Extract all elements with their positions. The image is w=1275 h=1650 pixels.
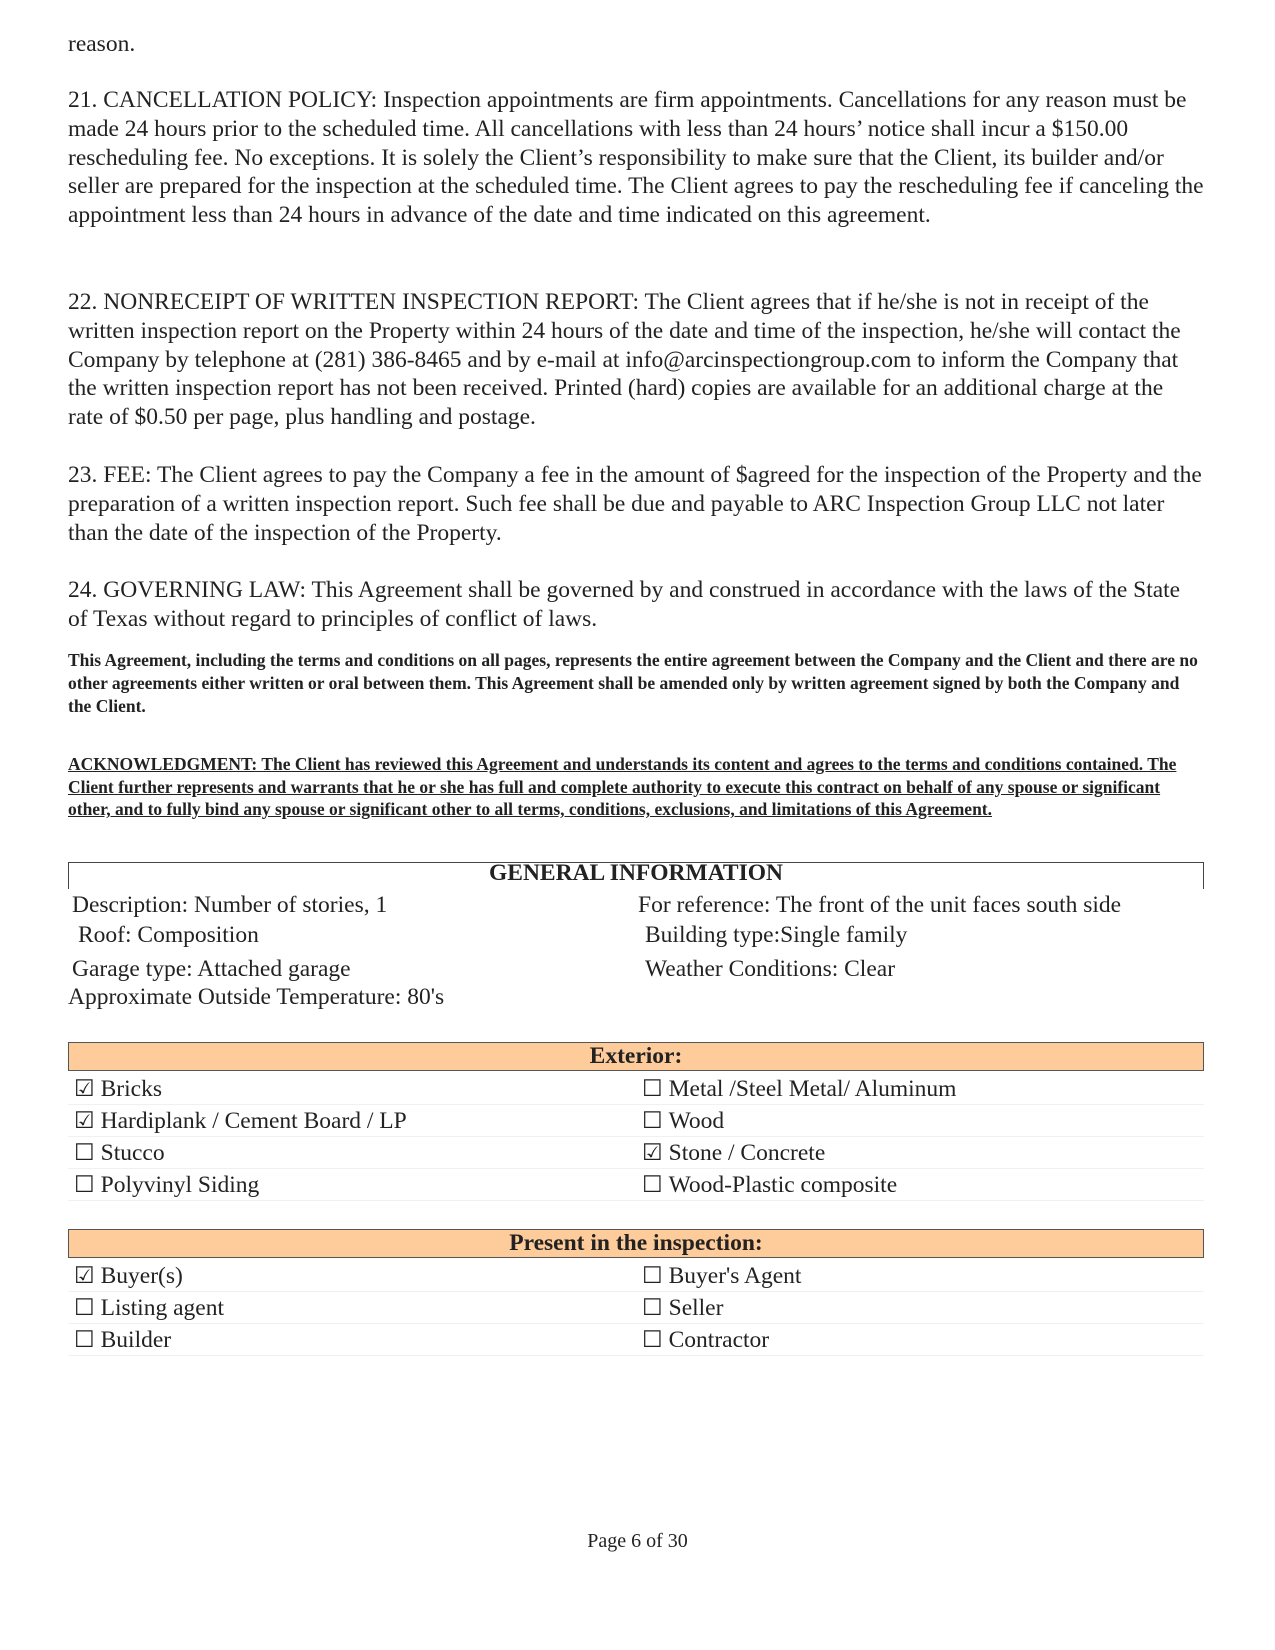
gi-description: Description: Number of stories, 1: [72, 892, 388, 918]
checklist-row: [68, 1260, 1204, 1292]
checklist-item[interactable]: [68, 1169, 636, 1200]
checklist-label: Hardiplank / Cement Board / LP: [100, 1108, 407, 1134]
exterior-header: Exterior:: [68, 1042, 1204, 1071]
checklist-label: Bricks: [100, 1076, 162, 1102]
checkbox-unchecked-icon[interactable]: ☐: [74, 1140, 95, 1165]
continuation-text: reason.: [68, 31, 136, 57]
checkbox-unchecked-icon[interactable]: ☐: [74, 1172, 95, 1197]
checklist-item[interactable]: [636, 1073, 1204, 1104]
checklist-label: Polyvinyl Siding: [100, 1172, 260, 1198]
general-info-title: GENERAL INFORMATION: [489, 860, 783, 886]
present-checklist: [68, 1260, 1204, 1356]
checkbox-unchecked-icon[interactable]: ☐: [642, 1327, 663, 1352]
checkbox-unchecked-icon[interactable]: ☐: [74, 1295, 95, 1320]
checklist-row: [68, 1137, 1204, 1169]
section-24-governing-law: 24. GOVERNING LAW: This Agreement shall be governed by and construed in accordance with the laws of the State of Texas without regard to principles of conflict of laws.: [68, 577, 1181, 632]
section-23-fee: 23. FEE: The Client agrees to pay the Company a fee in the amount of $agreed for the inspection of the Property and the preparation of a written inspection report. Such fee shall be due and payable to ARC Inspection Group LLC not later than the date of the inspection of the Property.: [68, 462, 1202, 546]
gi-reference: For reference: The front of the unit faces south side: [638, 892, 1122, 918]
entire-agreement-text: This Agreement, including the terms and conditions on all pages, represents the entire agreement between the Company and the Client and there are no other agreements either written or oral between them. This Agreement shall be amended only by written agreement signed by both the Company and the Client.: [68, 650, 1198, 716]
checkbox-unchecked-icon[interactable]: ☐: [642, 1076, 663, 1101]
checklist-item[interactable]: [68, 1073, 636, 1104]
checklist-item[interactable]: [636, 1105, 1204, 1136]
checkbox-unchecked-icon[interactable]: ☐: [642, 1295, 663, 1320]
checkbox-checked-icon[interactable]: ☑: [74, 1108, 95, 1133]
gi-building-type: Building type:Single family: [645, 922, 908, 948]
checklist-label: Builder: [100, 1327, 172, 1353]
checkbox-unchecked-icon[interactable]: ☐: [74, 1327, 95, 1352]
checklist-label: Stucco: [100, 1140, 165, 1166]
gi-roof: Roof: Composition: [78, 922, 259, 948]
checklist-label: Listing agent: [100, 1295, 224, 1321]
acknowledgment-text: ACKNOWLEDGMENT: The Client has reviewed this Agreement and understands its content and agrees to the terms and conditions contained. The Client further represents and warrants that he or she has full and complete authority to execute this contract on behalf of any spouse or significant other, and to fully bind any spouse or significant other to all terms, conditions, exclusions, and limitations of this Agreement.: [68, 754, 1177, 819]
checklist-item[interactable]: [636, 1324, 1204, 1355]
checklist-label: Buyer(s): [100, 1263, 183, 1289]
checklist-label: Wood: [668, 1108, 725, 1134]
checkbox-unchecked-icon[interactable]: ☐: [642, 1263, 663, 1288]
checklist-label: Metal /Steel Metal/ Aluminum: [668, 1076, 957, 1102]
checklist-item[interactable]: [636, 1292, 1204, 1323]
checklist-item[interactable]: [636, 1169, 1204, 1200]
checkbox-checked-icon[interactable]: ☑: [74, 1263, 95, 1288]
checkbox-checked-icon[interactable]: ☑: [642, 1140, 663, 1165]
present-header: Present in the inspection:: [68, 1229, 1204, 1258]
checklist-item[interactable]: [68, 1292, 636, 1323]
exterior-checklist: [68, 1073, 1204, 1201]
checklist-row: [68, 1105, 1204, 1137]
checklist-row: [68, 1324, 1204, 1356]
checkbox-checked-icon[interactable]: ☑: [74, 1076, 95, 1101]
checklist-item[interactable]: [636, 1137, 1204, 1168]
checklist-label: Seller: [668, 1295, 724, 1321]
checklist-item[interactable]: [68, 1105, 636, 1136]
checklist-item[interactable]: [68, 1137, 636, 1168]
checklist-label: Wood-Plastic composite: [668, 1172, 898, 1198]
checklist-row: [68, 1169, 1204, 1201]
checklist-item[interactable]: [636, 1260, 1204, 1291]
checklist-item[interactable]: [68, 1260, 636, 1291]
section-21-cancellation: 21. CANCELLATION POLICY: Inspection appointments are firm appointments. Cancellations for any reason must be made 24 hours prior to the scheduled time. All cancellations with less than 24 hours’ notice shall incur a $150.00 rescheduling fee. No exceptions. It is solely the Client’s responsibility to make sure that the Client, its builder and/or seller are prepared for the inspection at the scheduled time. The Client agrees to pay the rescheduling fee if canceling the appointment less than 24 hours in advance of the date and time indicated on this agreement.: [68, 87, 1204, 229]
checklist-label: Contractor: [668, 1327, 770, 1353]
page-number: Page 6 of 30: [587, 1530, 688, 1552]
checklist-row: [68, 1292, 1204, 1324]
checkbox-unchecked-icon[interactable]: ☐: [642, 1172, 663, 1197]
checklist-label: Buyer's Agent: [668, 1263, 802, 1289]
gi-weather: Weather Conditions: Clear: [645, 956, 896, 982]
checkbox-unchecked-icon[interactable]: ☐: [642, 1108, 663, 1133]
checklist-label: Stone / Concrete: [668, 1140, 826, 1166]
gi-temperature: Approximate Outside Temperature: 80's: [68, 984, 445, 1010]
section-22-nonreceipt: 22. NONRECEIPT OF WRITTEN INSPECTION REPORT: The Client agrees that if he/she is not in receipt of the written inspection report on the Property within 24 hours of the date and time of the inspection, he/she will contact the Company by telephone at (281) 386-8465 and by e-mail at info@arcinspectiongroup.com to inform the Company that the written inspection report has not been received. Printed (hard) copies are available for an additional charge at the rate of $0.50 per page, plus handling and postage.: [68, 289, 1181, 431]
checklist-row: [68, 1073, 1204, 1105]
checklist-item[interactable]: [68, 1324, 636, 1355]
gi-garage: Garage type: Attached garage: [72, 956, 351, 982]
